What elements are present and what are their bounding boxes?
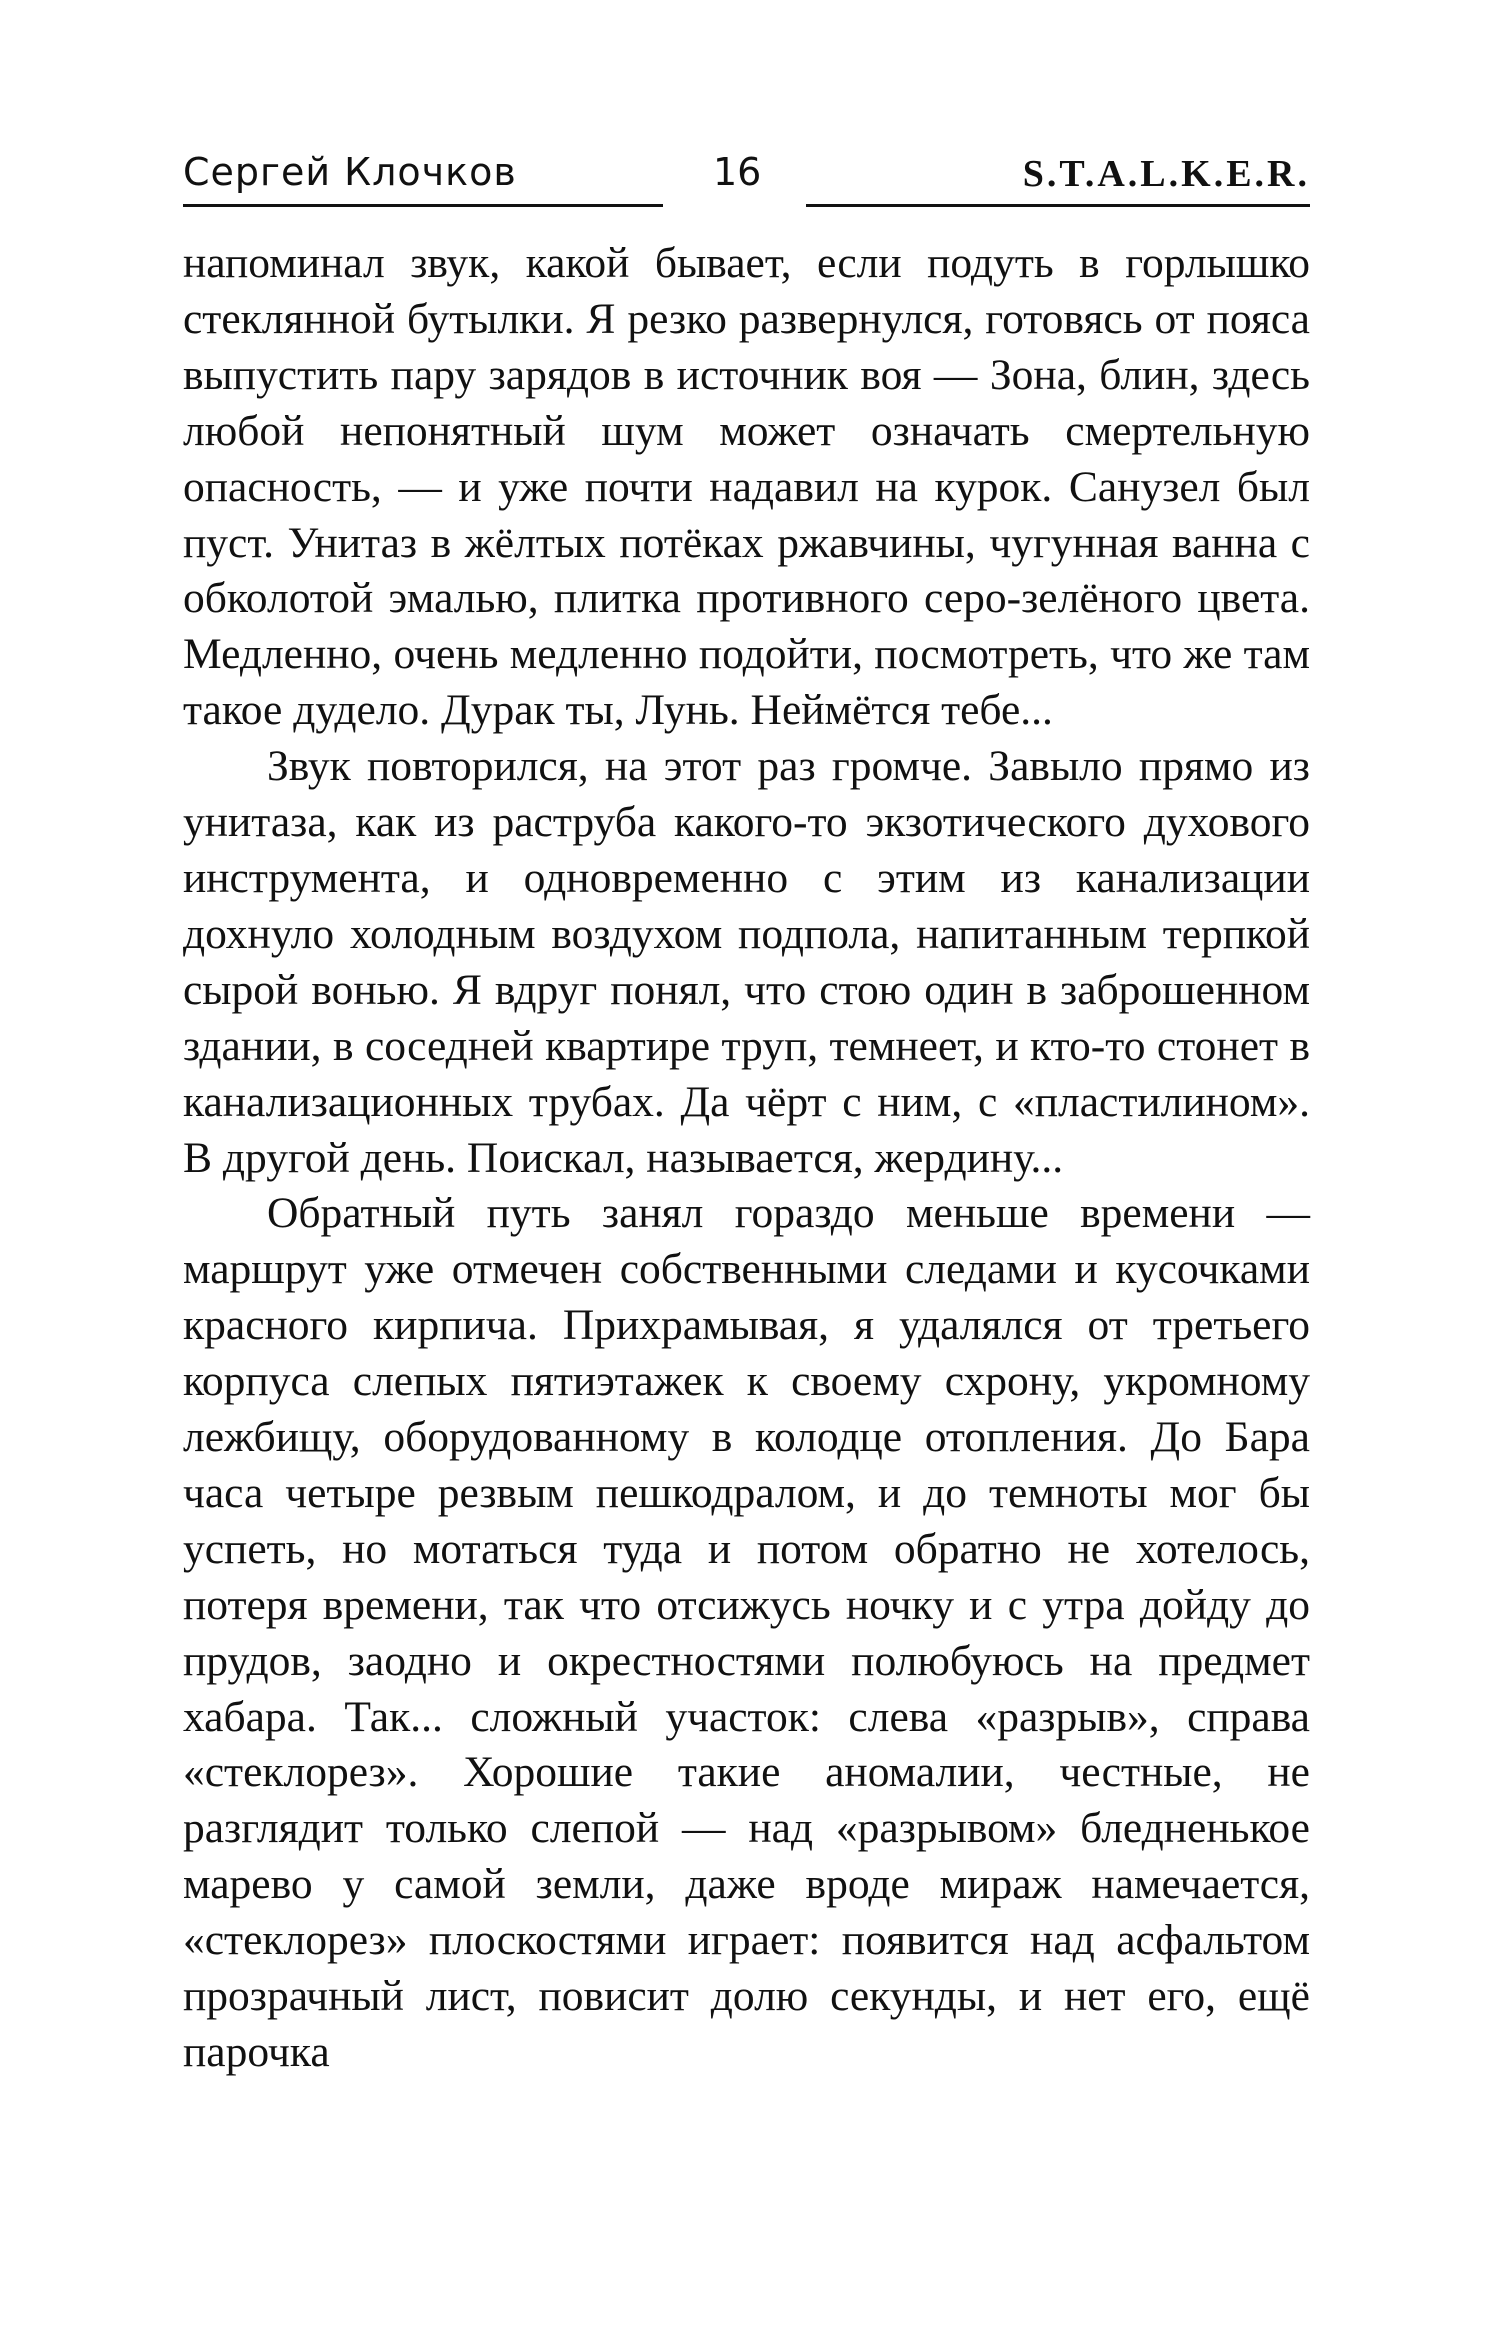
- paragraph-2: Звук повторился, на этот раз громче. Завыло прямо из унитаза, как из раструба какого-то экзотического духового инструмента, и одновременно с этим из канализации дохнуло холодным воздухом подпола, напитанным терпкой сырой вонью. Я вдруг понял, что стою один в заброшенном здании, в соседней квартире труп, темнеет, и кто-то стонет в канализационных трубах. Да чёрт с ним, с «пластилином». В другой день. Поискал, называется, жердину...: [183, 742, 1310, 1182]
- series-title: S.T.A.L.K.E.R.: [1022, 153, 1310, 195]
- header-rule-left: [183, 204, 663, 207]
- body-text: [183, 236, 1310, 2081]
- author-name: Сергей Клочков: [183, 150, 517, 194]
- book-page: [183, 150, 1310, 2081]
- running-header: [183, 150, 1310, 206]
- page-number: 16: [713, 150, 762, 194]
- header-rule-right: [806, 204, 1310, 207]
- paragraph-3: Обратный путь занял гораздо меньше времени — маршрут уже отмечен собственными следами и кусочками красного кирпича. Прихрамывая, я удалялся от третьего корпуса слепых пятиэтажек к своему схрону, укромному лежбищу, оборудованному в колодце отопления. До Бара часа четыре резвым пешкодралом, и до темноты мог бы успеть, но мотаться туда и потом обратно не хотелось, потеря времени, так что отсижусь ночку и с утра дойду до прудов, заодно и окрестностями полюбуюсь на предмет хабара. Так... сложный участок: слева «разрыв», справа «стеклорез». Хорошие такие аномалии, честные, не разглядит только слепой — над «разрывом» бледненькое марево у самой земли, даже вроде мираж намечается, «стеклорез» плоскостями играет: появится над асфальтом прозрачный лист, повисит долю секунды, и нет его, ещё парочка: [183, 1189, 1310, 2076]
- paragraph-1: напоминал звук, какой бывает, если подуть в горлышко стеклянной бутылки. Я резко развернулся, готовясь от пояса выпустить пару зарядов в источник воя — Зона, блин, здесь любой непонятный шум может означать смертельную опасность, — и уже почти надавил на курок. Санузел был пуст. Унитаз в жёлтых потёках ржавчины, чугунная ванна с обколотой эмалью, плитка противного серо-зелёного цвета. Медленно, очень медленно подойти, посмотреть, что же там такое дудело. Дурак ты, Лунь. Неймётся тебе...: [183, 239, 1310, 735]
